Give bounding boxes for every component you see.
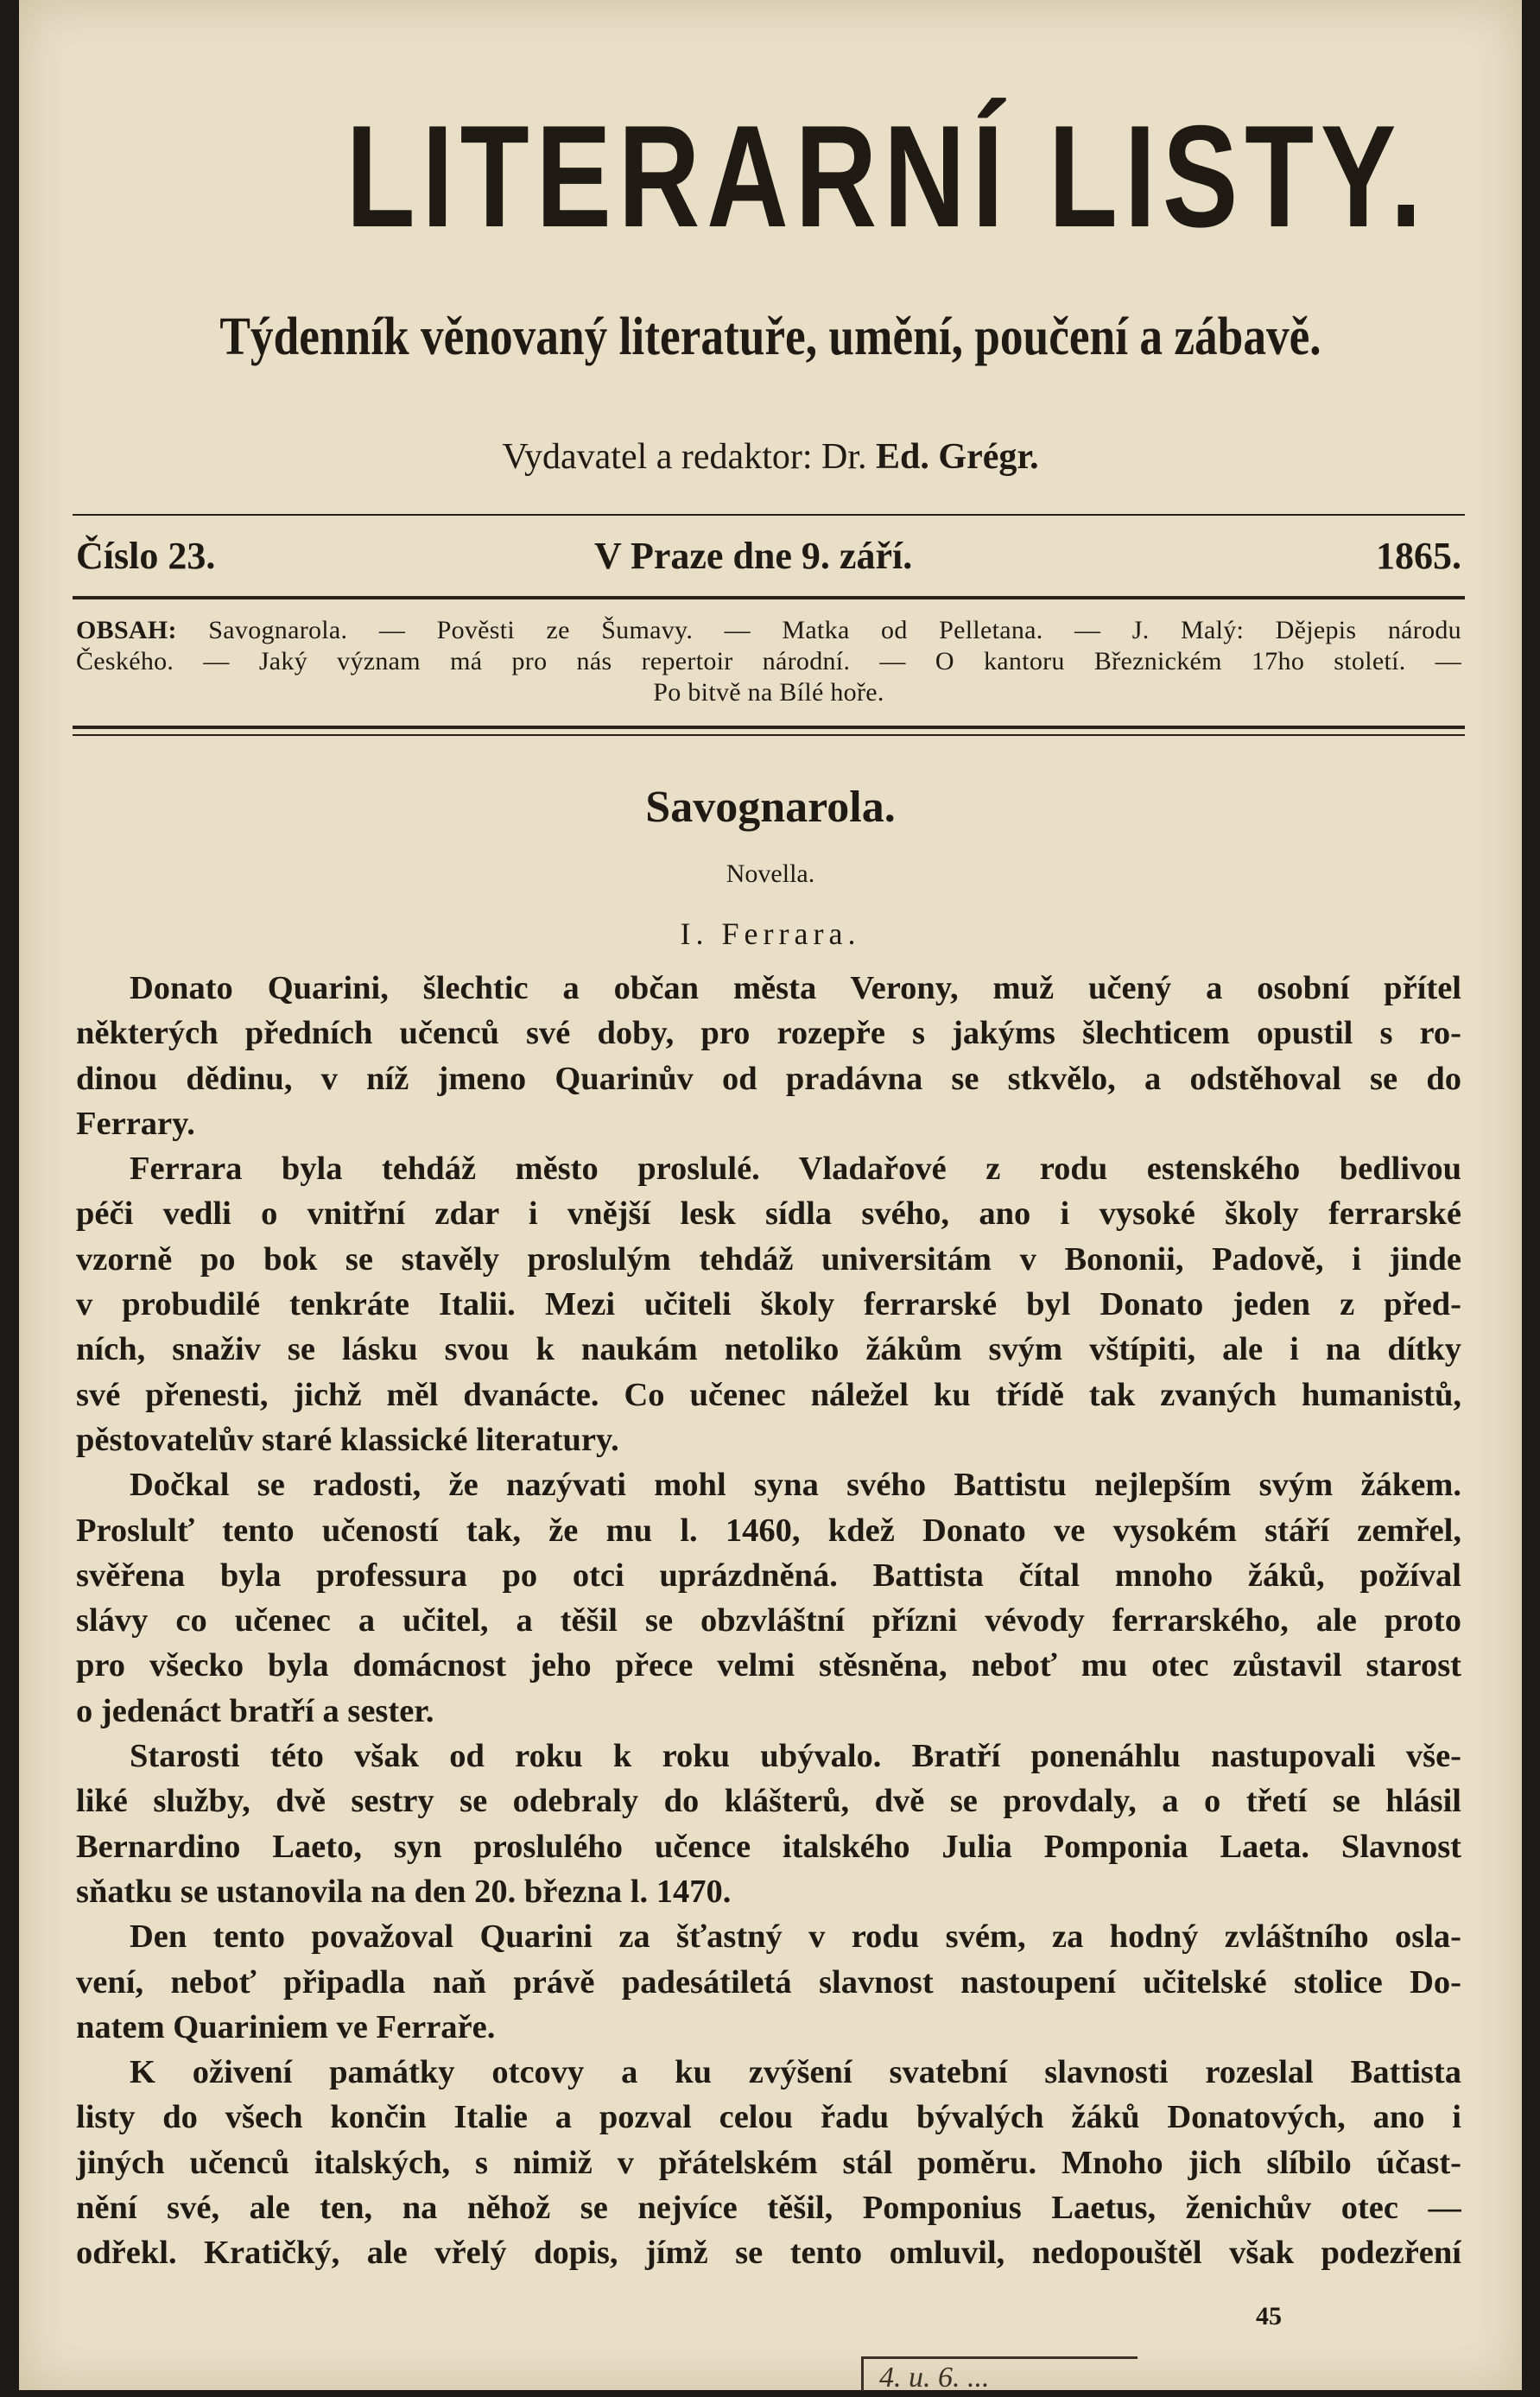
table-of-contents — [76, 615, 1461, 708]
article-body — [76, 966, 1461, 2276]
text-line: Den tento považoval Quarini za šťastný v rodu svém, za hodný zvláštního osla- — [130, 1918, 1461, 1956]
text-line: péči vedli o vnitřní zdar i vnější lesk sídla svého, ano i vysoké školy ferrarské — [76, 1195, 1461, 1233]
text-line: K oživení památky otcovy a ku zvýšení svatební slavnosti rozeslal Battista — [130, 2054, 1461, 2091]
text-line: jiných učenců italských, s nimiž v přátelském stál poměru. Mnoho jich slíbilo účast- — [76, 2144, 1461, 2181]
text-line: Donato Quarini, šlechtic a občan města Verony, muž učený a osobní přítel — [130, 970, 1461, 1006]
text-line: sňatku se ustanovila na den 20. března l. 1470. — [76, 1873, 732, 1910]
text-line: Proslulť tento učeností tak, že mu l. 1460, kdež Donato ve vysokém stáří zemřel, — [76, 1512, 1461, 1549]
text-line: Ferrara byla tehdáž město proslulé. Vladařové z rodu estenského bedlivou — [130, 1151, 1461, 1188]
page — [19, 0, 1522, 2394]
publisher-line — [88, 436, 1453, 478]
issue-place-date: V Praze dne 9. září. — [594, 535, 913, 577]
masthead-title: LITERARNÍ LISTY. — [345, 95, 1429, 257]
text-line: Bernardino Laeto, syn proslulého učence italského Julia Pomponia Laeta. Slavnost — [76, 1828, 1461, 1865]
text-line: některých předních učenců své doby, pro rozepře s jakýms šlechticem opustil s ro- — [76, 1015, 1461, 1052]
text-line: pro všecko byla domácnost jeho přece velmi stěsněna, neboť mu otec zůstavil starost — [76, 1647, 1461, 1684]
divider — [73, 596, 1465, 599]
text-line: nění své, ale ten, na něhož se nejvíce těšil, Pomponius Laetus, ženichův otec — — [76, 2190, 1461, 2227]
text-line: pěstovatelův staré klassické literatury. — [76, 1421, 619, 1458]
text-line: ních, snaživ se lásku svou k naukám netoliko žákům svým vštípiti, ale i na dítky — [76, 1331, 1461, 1368]
contents-line: Savognarola. — Pověsti ze Šumavy. — Matka od Pelletana. — J. Malý: Dějepis národu — [208, 616, 1461, 644]
publisher-name: Ed. Grégr. — [876, 437, 1039, 477]
contents-line: Po bitvě na Bílé hoře. — [653, 678, 884, 707]
text-line: listy do všech končin Italie a pozval celou řadu bývalých žáků Donatových, ano i — [76, 2099, 1461, 2136]
publisher-prefix: Vydavatel a redaktor: Dr. — [502, 437, 877, 477]
chapter-heading: I. Ferrara. — [680, 916, 861, 951]
text-line: vzorně po bok se stavěly proslulým tehdáž universitám v Bononii, Padově, i jinde — [76, 1240, 1461, 1278]
text-line: v probudilé tenkráte Italii. Mezi učiteli školy ferrarské byl Donato jeden z před- — [76, 1286, 1461, 1323]
text-line: slávy co učenec a učitel, a těšil se obzvláštní přízni vévody ferrarského, ale proto — [76, 1602, 1461, 1639]
text-line: odřekl. Kratičký, ale vřelý dopis, jímž se tento omluvil, nedopouštěl však podezření — [76, 2235, 1461, 2272]
issue-year: 1865. — [1376, 535, 1461, 577]
text-line: dinou dědinu, v níž jmeno Quarinův od pradávna se stkvělo, a odstěhoval se do — [76, 1060, 1461, 1097]
article-genre: Novella. — [726, 859, 815, 888]
text-line: Ferrary. — [76, 1105, 195, 1142]
text-line: vení, neboť připadla naň právě padesátiletá slavnost nastoupení učitelské stolice Do- — [76, 1963, 1461, 2001]
text-line: své přenesti, jichž měl dvanácte. Co učenec náležel ku třídě tak zvaných humanistů, — [76, 1376, 1461, 1413]
text-line: natem Quariniem ve Ferraře. — [76, 2008, 496, 2045]
article-title: Savognarola. — [645, 783, 896, 832]
contents-label: OBSAH: — [76, 616, 177, 644]
divider — [73, 514, 1465, 516]
text-line: svěřena byla professura po otci uprázdněná. Battista čítal mnoho žáků, požíval — [76, 1557, 1461, 1594]
text-line: Starosti této však od roku k roku ubývalo. Bratří ponenáhlu nastupovali vše- — [130, 1738, 1461, 1775]
divider — [73, 734, 1465, 736]
library-stamp: 4. u. 6. ... — [861, 2356, 1138, 2391]
divider — [73, 726, 1465, 729]
contents-line: Českého. — Jaký význam má pro nás repertoir národní. — O kantoru Březnickém 17ho století. — — [76, 647, 1461, 675]
text-line: Dočkal se radosti, že nazývati mohl syna svého Battistu nejlepším svým žákem. — [130, 1467, 1461, 1504]
issue-number: Číslo 23. — [76, 535, 216, 577]
masthead-subtitle: Týdenník věnovaný literatuře, umění, poučení a zábavě. — [219, 308, 1321, 366]
text-line: o jedenáct bratří a sester. — [76, 1692, 434, 1729]
page-number: 45 — [1256, 2302, 1282, 2330]
text-line: liké služby, dvě sestry se odebraly do klášterů, dvě se provdaly, a o třetí se hlásil — [76, 1783, 1461, 1820]
